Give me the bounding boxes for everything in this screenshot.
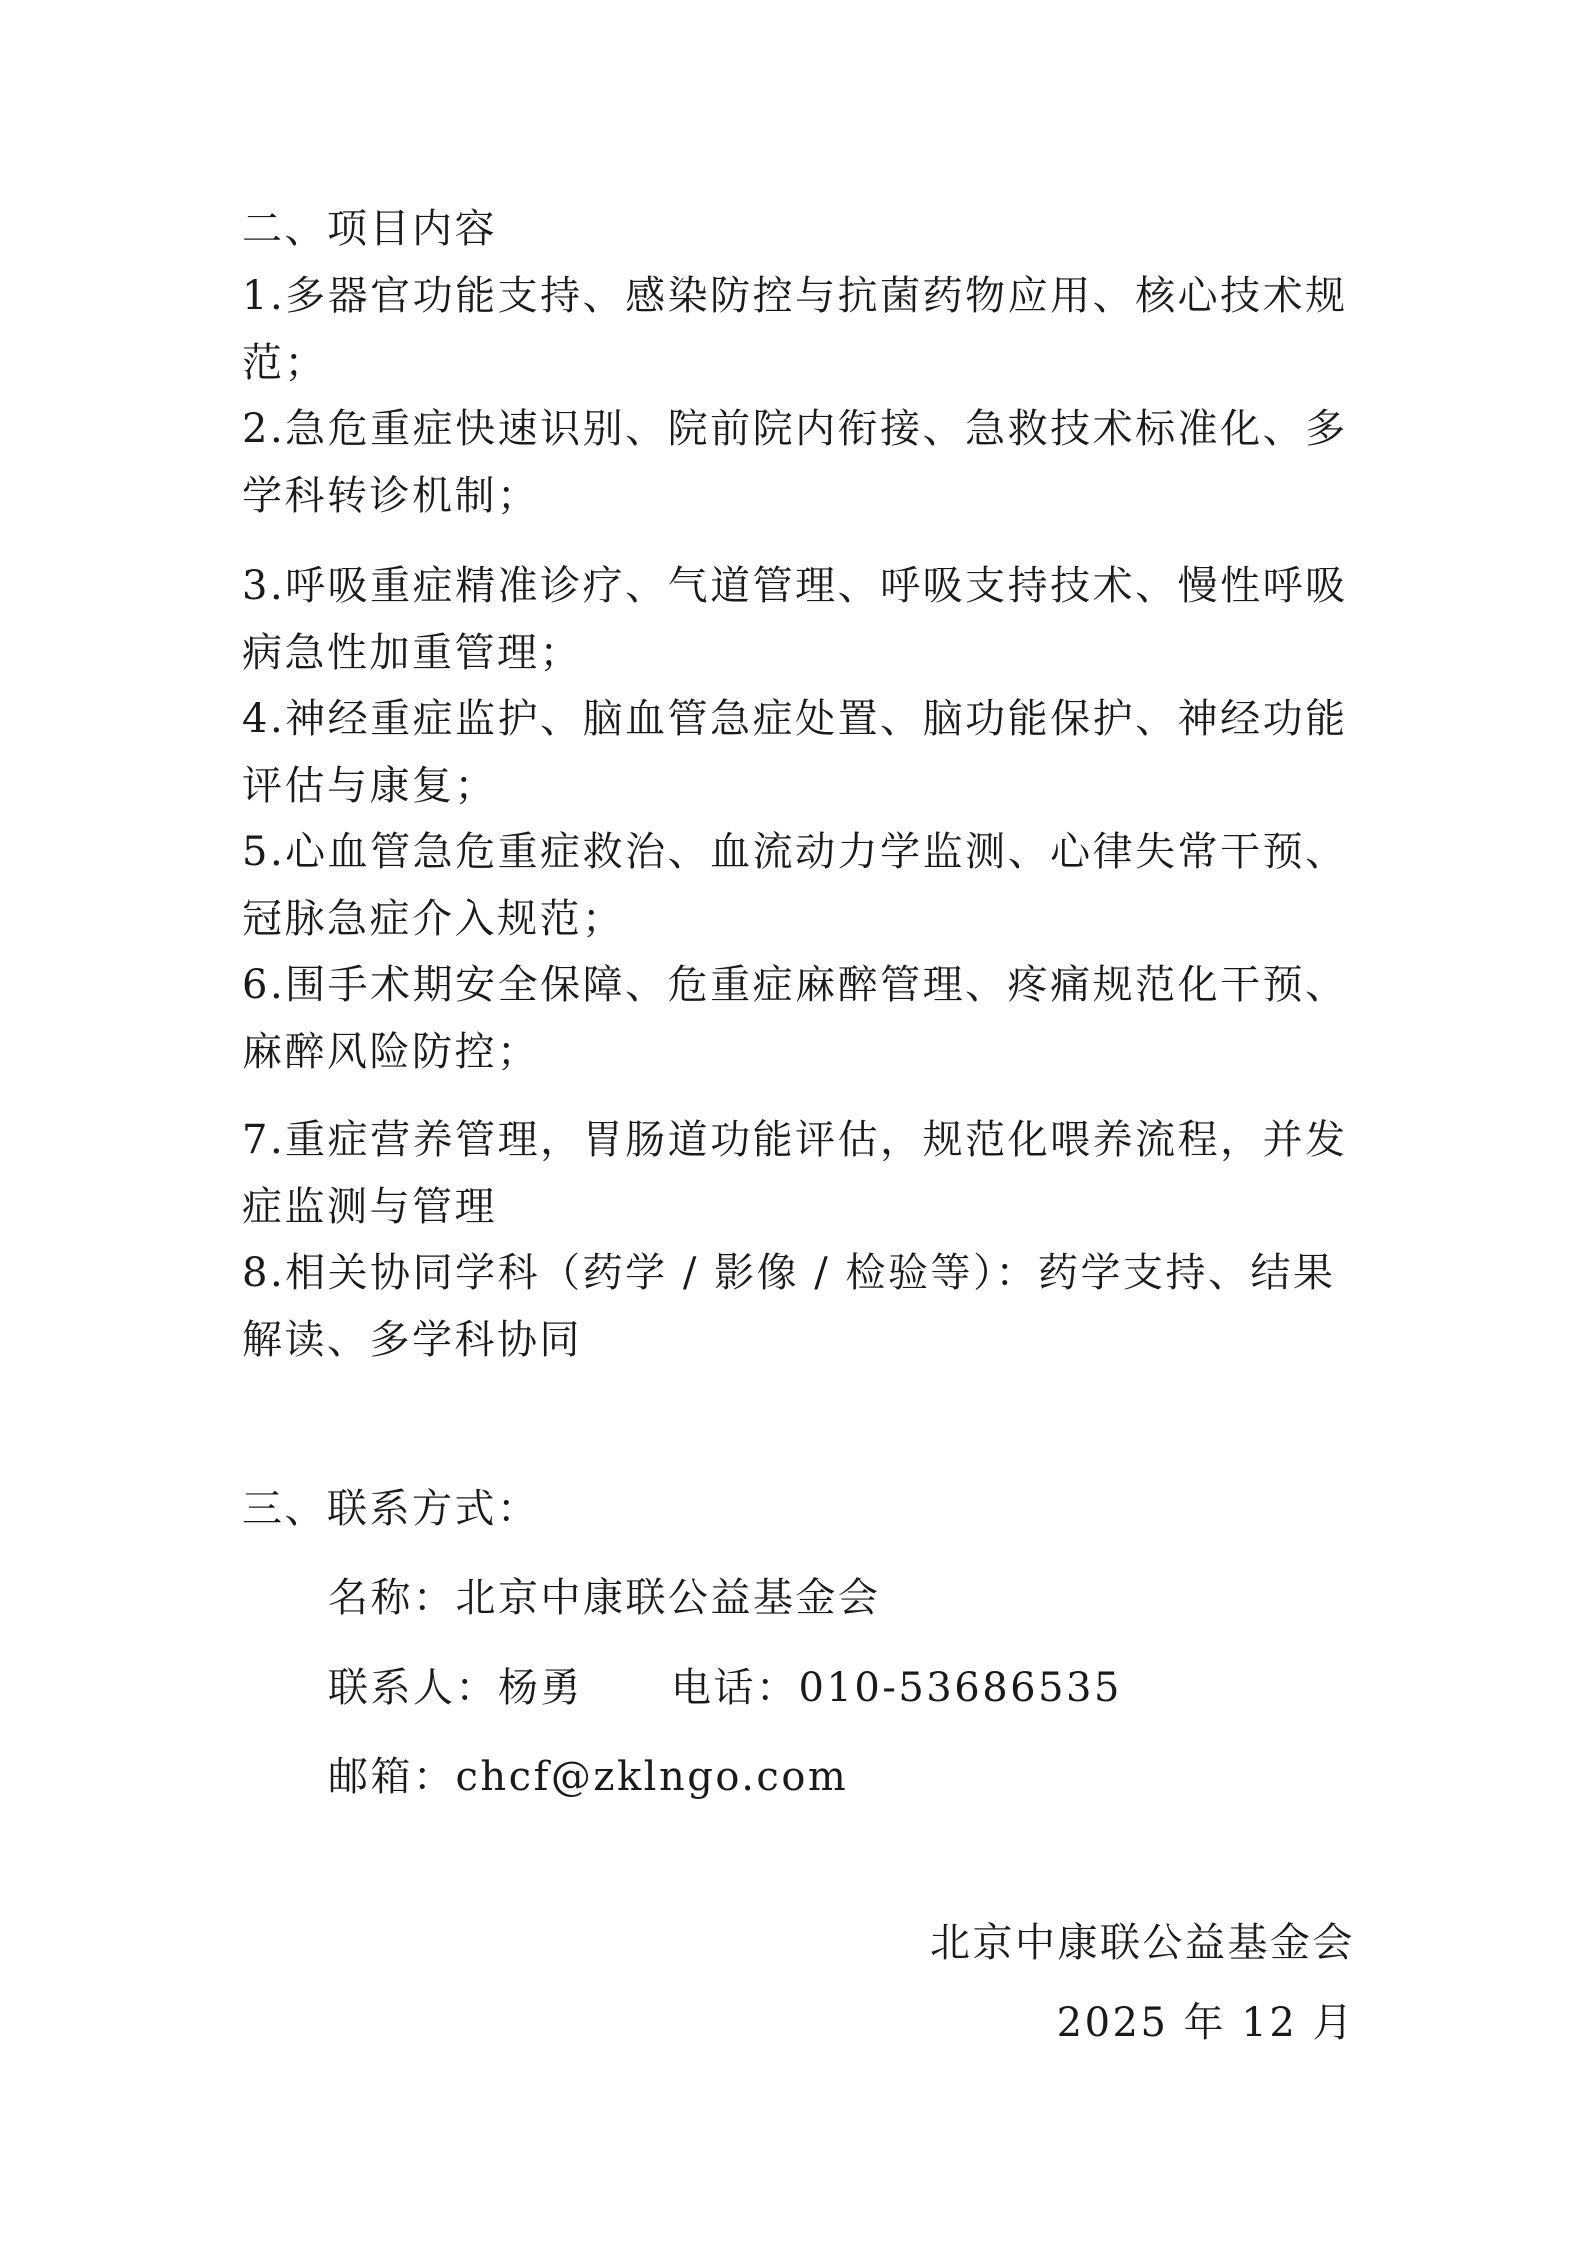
list-item-5: 5.心血管急危重症救治、血流动力学监测、心律失常干预、冠脉急症介入规范； (242, 829, 1348, 942)
list-item-1: 1.多器官功能支持、感染防控与抗菌药物应用、核心技术规范； (242, 273, 1348, 386)
section-2-heading: 二、项目内容 (242, 206, 497, 252)
signature-date: 2025 年 12 月 (1056, 2000, 1355, 2046)
contact-person-phone-line (328, 1655, 1122, 1722)
org-name-line: 名称：北京中康联公益基金会 (328, 1575, 881, 1621)
list-item-3: 3.呼吸重症精准诊疗、气道管理、呼吸支持技术、慢性呼吸病急性加重管理； (242, 563, 1348, 676)
list-item-2: 2.急危重症快速识别、院前院内衔接、急救技术标准化、多学科转诊机制； (242, 406, 1348, 519)
signature-org: 北京中康联公益基金会 (930, 1920, 1355, 1966)
section-3-heading: 三、联系方式： (242, 1486, 540, 1532)
email-line: 邮箱：chcf@zklngo.com (328, 1754, 849, 1800)
list-item-8: 8.相关协同学科（药学 / 影像 / 检验等）：药学支持、结果解读、多学科协同 (242, 1250, 1336, 1363)
list-item-7: 7.重症营养管理，胃肠道功能评估，规范化喂养流程，并发症监测与管理 (242, 1117, 1348, 1230)
list-item-6: 6.围手术期安全保障、危重症麻醉管理、疼痛规范化干预、麻醉风险防控； (242, 962, 1348, 1075)
phone-number: 电话：010-53686535 (671, 1665, 1122, 1711)
contact-person: 联系人：杨勇 (328, 1665, 583, 1711)
list-item-4: 4.神经重症监护、脑血管急症处置、脑功能保护、神经功能评估与康复； (242, 696, 1348, 809)
